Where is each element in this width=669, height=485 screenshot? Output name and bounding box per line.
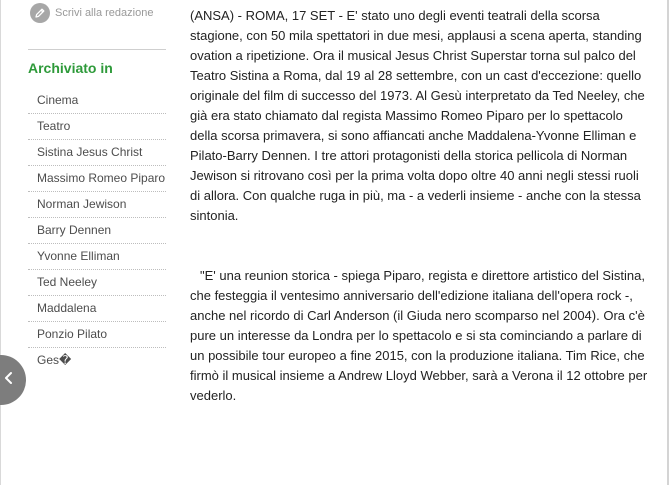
archive-tag-sistina-jesus-christ[interactable]: Sistina Jesus Christ bbox=[28, 140, 166, 166]
archive-tag-cinema[interactable]: Cinema bbox=[28, 88, 166, 114]
archive-tag-barry-dennen[interactable]: Barry Dennen bbox=[28, 218, 166, 244]
chevron-left-icon bbox=[4, 371, 14, 390]
article-paragraph: "E' una reunion storica - spiega Piparo, regista e direttore artistico del Sistina, che festeggia il ventesimo anniversario dell'edizione italiana dell'opera rock -, anche nel ricordo di Carl Anderson (il Giuda nero scomparso nel 2004). Ora c'è pure un interesse da Londra per lo spettacolo e si sta cominciando a parlare di un possibile tour europeo a fine 2015, con la produzione italiana. Tim Rice, che firmò il musical insieme a Andrew Lloyd Webber, sarà a Verona il 12 ottobre per vederlo. bbox=[190, 268, 648, 403]
archive-title: Archiviato in bbox=[28, 60, 113, 76]
article-paragraph: (ANSA) - ROMA, 17 SET - E' stato uno degli eventi teatrali della scorsa stagione, con 50 mila spettatori in due mesi, applausi a scena aperta, standing ovation a ripetizione. Ora il musical Jesus Christ Superstar torna sul palco del Teatro Sistina a Roma, dal 19 al 28 settembre, con un cast d'eccezione: quello originale del film di successo del 1973. Al Gesù interpretato da Ted Neeley, che già era stato chiamato dal regista Massimo Romeo Piparo per lo spettacolo della scorsa primavera, si sono affiancati anche Maddalena-Yvonne Elliman e Pilato-Barry Dennen. I tre attori protagonisti della storica pellicola di Norman Jewison si ritrovano così per la prima volta dopo oltre 40 anni negli stessi ruoli di allora. Con qualche ruga in più, ma - a vederli insieme - anche con la stessa sintonia. bbox=[190, 8, 645, 223]
archive-tag-list bbox=[28, 88, 166, 373]
archive-tag-gesu[interactable]: Ges� bbox=[37, 353, 72, 367]
archive-tag-ponzio-pilato[interactable]: Ponzio Pilato bbox=[28, 322, 166, 348]
article-body bbox=[190, 6, 648, 406]
archive-tag-yvonne-elliman[interactable]: Yvonne Elliman bbox=[28, 244, 166, 270]
sidebar-divider bbox=[28, 49, 166, 50]
archive-tag-maddalena[interactable]: Maddalena bbox=[28, 296, 166, 322]
sidebar-collapse-tab[interactable] bbox=[0, 355, 26, 405]
page-left-border bbox=[0, 0, 1, 485]
write-to-editors-link[interactable] bbox=[30, 3, 153, 23]
archive-tag-massimo-romeo-piparo[interactable]: Massimo Romeo Piparo bbox=[28, 166, 166, 192]
archive-tag-ted-neeley[interactable]: Ted Neeley bbox=[28, 270, 166, 296]
write-to-editors-label: Scrivi alla redazione bbox=[55, 7, 154, 19]
archive-tag-norman-jewison[interactable]: Norman Jewison bbox=[28, 192, 166, 218]
pencil-icon bbox=[30, 3, 50, 23]
archive-tag-teatro[interactable]: Teatro bbox=[28, 114, 166, 140]
